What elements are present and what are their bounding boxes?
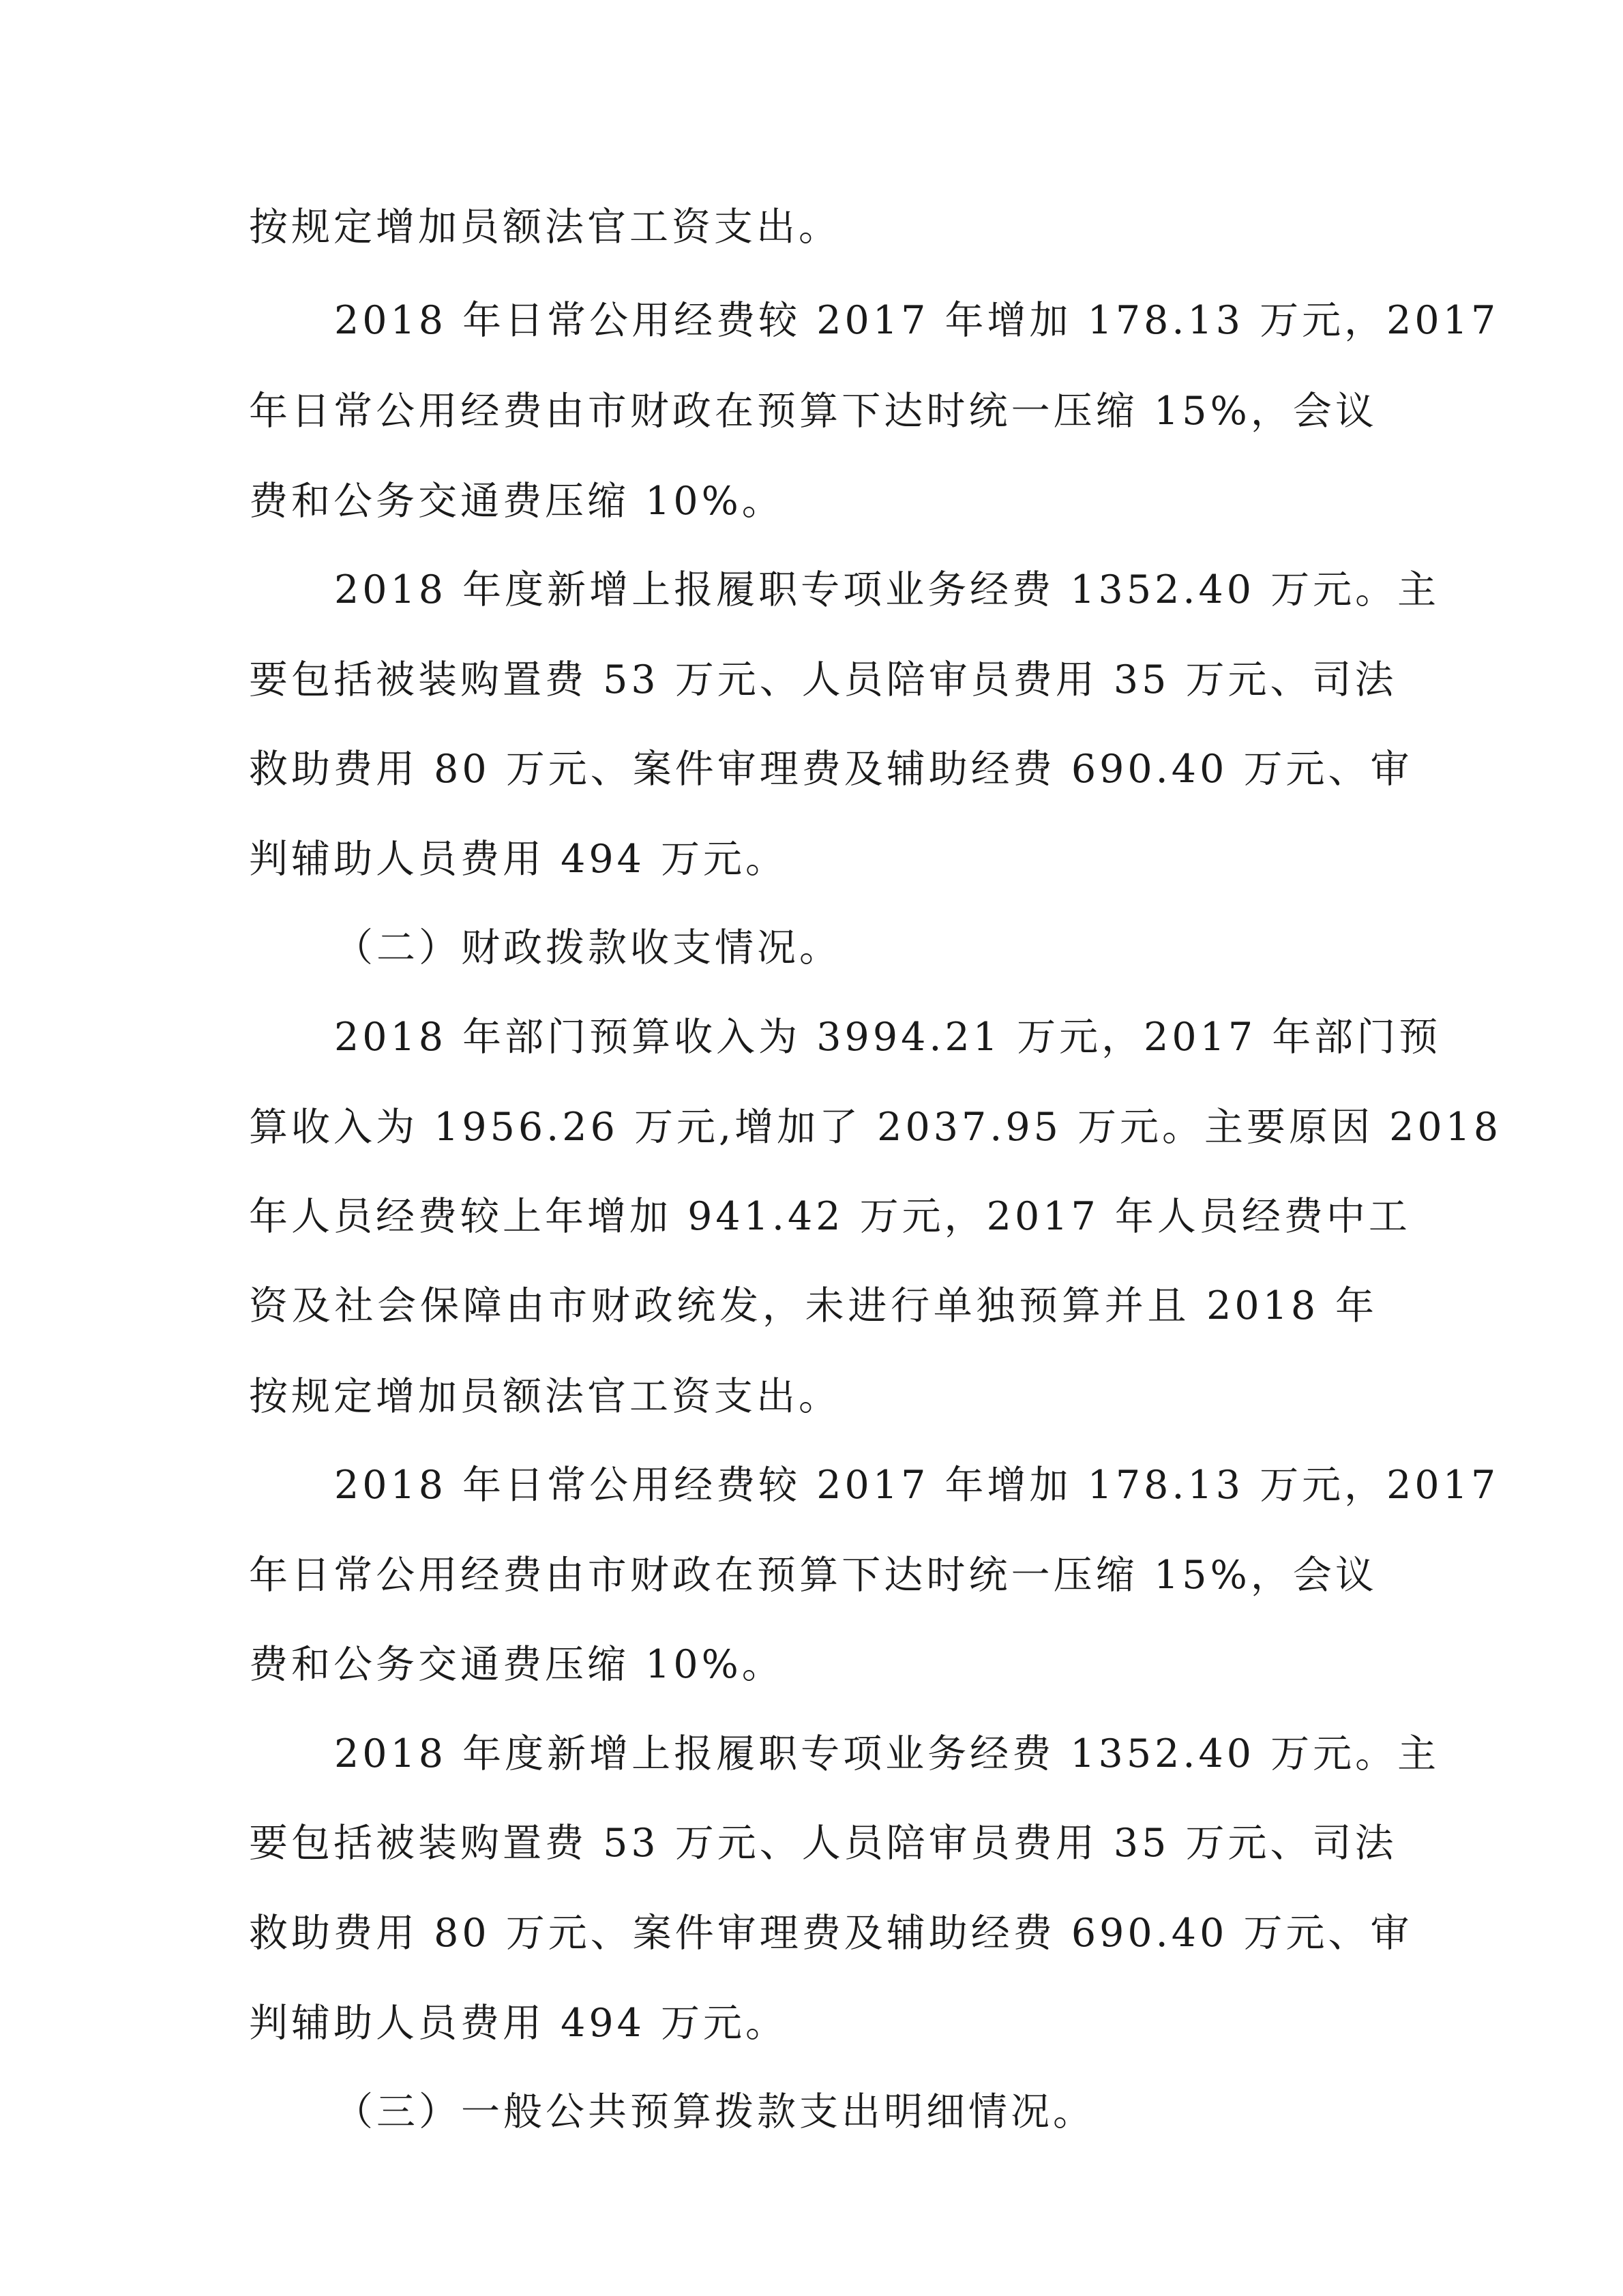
text-line: 2018 年日常公用经费较 2017 年增加 178.13 万元，2017 xyxy=(334,298,1500,343)
text-line: 按规定增加员额法官工资支出。 xyxy=(249,1374,841,1419)
text-line: 年人员经费较上年增加 941.42 万元，2017 年人员经费中工 xyxy=(249,1194,1411,1239)
text-line: 判辅助人员费用 494 万元。 xyxy=(249,837,788,882)
section-heading: （三）一般公共预算拨款支出明细情况。 xyxy=(334,2089,1095,2134)
text-line: 2018 年度新增上报履职专项业务经费 1352.40 万元。主 xyxy=(334,567,1440,612)
text-line: 费和公务交通费压缩 10%。 xyxy=(249,1642,784,1687)
text-line: 费和公务交通费压缩 10%。 xyxy=(249,479,784,524)
text-line: 要包括被装购置费 53 万元、人员陪审员费用 35 万元、司法 xyxy=(249,657,1397,702)
text-line: 资及社会保障由市财政统发，未进行单独预算并且 2018 年 xyxy=(249,1283,1378,1328)
text-line: 判辅助人员费用 494 万元。 xyxy=(249,2001,788,2046)
text-line: 算收入为 1956.26 万元,增加了 2037.95 万元。主要原因 2018 xyxy=(249,1105,1502,1150)
text-line: 2018 年度新增上报履职专项业务经费 1352.40 万元。主 xyxy=(334,1731,1440,1776)
text-line: 要包括被装购置费 53 万元、人员陪审员费用 35 万元、司法 xyxy=(249,1821,1397,1866)
text-line: 救助费用 80 万元、案件审理费及辅助经费 690.40 万元、审 xyxy=(249,747,1413,792)
text-line: 年日常公用经费由市财政在预算下达时统一压缩 15%，会议 xyxy=(249,1553,1378,1598)
text-line: 年日常公用经费由市财政在预算下达时统一压缩 15%，会议 xyxy=(249,389,1378,434)
text-line: 救助费用 80 万元、案件审理费及辅助经费 690.40 万元、审 xyxy=(249,1911,1413,1956)
text-line: 按规定增加员额法官工资支出。 xyxy=(249,205,841,250)
text-line: 2018 年部门预算收入为 3994.21 万元，2017 年部门预 xyxy=(334,1015,1442,1060)
section-heading: （二）财政拨款收支情况。 xyxy=(334,925,842,970)
text-line: 2018 年日常公用经费较 2017 年增加 178.13 万元，2017 xyxy=(334,1463,1500,1508)
